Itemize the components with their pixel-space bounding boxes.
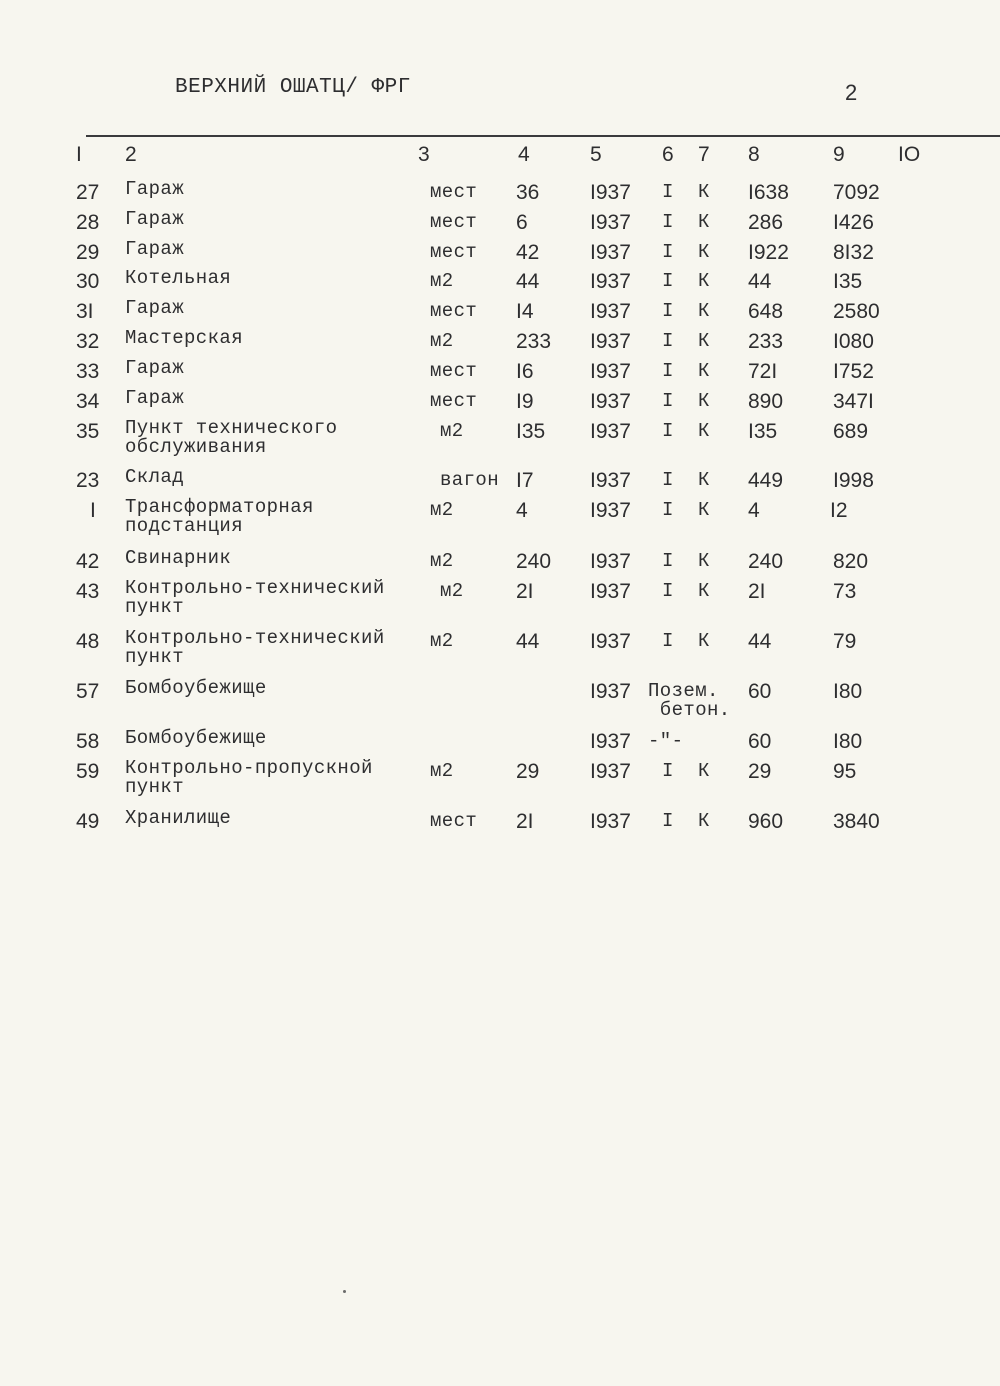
table-cell-object-name: Хранилище — [125, 807, 232, 829]
table-cell-value-8: 29 — [748, 760, 772, 783]
table-cell-unit: м2 — [430, 630, 454, 652]
table-cell-quantity: 42 — [516, 241, 540, 264]
table-cell-year: I937 — [590, 300, 631, 323]
table-cell-value-8: 960 — [748, 810, 784, 833]
table-cell-material-code: К — [698, 300, 710, 322]
table-cell-material-code: К — [698, 390, 710, 412]
table-cell-quantity: I4 — [516, 300, 534, 323]
table-cell-year: I937 — [590, 550, 631, 573]
column-header-2: 2 — [125, 143, 137, 166]
table-cell-unit: м2 — [440, 420, 464, 442]
table-cell-unit: м2 — [430, 550, 454, 572]
table-cell-row-number: 57 — [76, 680, 100, 703]
table-cell-value-8: I922 — [748, 241, 789, 264]
table-cell-value-9: I080 — [833, 330, 874, 353]
table-cell-value-9: I2 — [830, 499, 848, 522]
table-cell-value-8: 240 — [748, 550, 784, 573]
ink-speck — [343, 1290, 346, 1293]
table-cell-quantity: I9 — [516, 390, 534, 413]
table-cell-category: I — [662, 499, 674, 521]
table-cell-category: I — [662, 330, 674, 352]
table-cell-value-8: 60 — [748, 680, 772, 703]
table-cell-object-name: Контрольно-технический пункт — [125, 577, 385, 618]
table-cell-value-8: 449 — [748, 469, 784, 492]
table-cell-object-name: Трансформаторная подстанция — [125, 496, 314, 537]
table-cell-quantity: 29 — [516, 760, 540, 783]
table-cell-value-9: 7092 — [833, 181, 880, 204]
table-cell-unit: мест — [430, 390, 478, 412]
table-cell-material-code: К — [698, 580, 710, 602]
table-cell-quantity: 2I — [516, 580, 534, 603]
column-header-4: 4 — [518, 143, 530, 166]
table-cell-year: I937 — [590, 330, 631, 353]
table-cell-year: I937 — [590, 241, 631, 264]
table-cell-value-9: 347I — [833, 390, 874, 413]
column-header-3: 3 — [418, 143, 430, 166]
table-cell-material-code: К — [698, 550, 710, 572]
header-rule — [86, 135, 1000, 137]
table-cell-value-9: I752 — [833, 360, 874, 383]
column-header-8: 8 — [748, 143, 760, 166]
table-cell-object-name: Свинарник — [125, 547, 232, 569]
table-cell-unit: м2 — [430, 270, 454, 292]
table-cell-unit: мест — [430, 300, 478, 322]
table-cell-row-number: 35 — [76, 420, 100, 443]
table-cell-material-code: К — [698, 270, 710, 292]
table-cell-category: I — [662, 580, 674, 602]
table-cell-quantity: I6 — [516, 360, 534, 383]
table-cell-row-number: 59 — [76, 760, 100, 783]
table-cell-category: Позем. бетон. — [648, 680, 731, 721]
table-cell-category: I — [662, 760, 674, 782]
table-cell-value-8: 2I — [748, 580, 766, 603]
column-header-1: I — [76, 143, 82, 166]
table-cell-value-8: I35 — [748, 420, 778, 443]
table-cell-value-8: 44 — [748, 270, 772, 293]
column-header-7: 7 — [698, 143, 710, 166]
table-cell-category: I — [662, 469, 674, 491]
table-cell-quantity: 4 — [516, 499, 528, 522]
table-cell-quantity: 36 — [516, 181, 540, 204]
table-cell-unit: мест — [430, 360, 478, 382]
table-cell-unit: мест — [430, 211, 478, 233]
table-cell-value-8: 44 — [748, 630, 772, 653]
table-cell-row-number: 43 — [76, 580, 100, 603]
table-cell-value-9: I80 — [833, 680, 863, 703]
table-cell-object-name: Гараж — [125, 178, 185, 200]
table-cell-value-8: 60 — [748, 730, 772, 753]
table-cell-category: I — [662, 550, 674, 572]
table-cell-row-number: 48 — [76, 630, 100, 653]
page-number: 2 — [845, 80, 858, 105]
table-cell-value-9: I426 — [833, 211, 874, 234]
table-cell-quantity: 6 — [516, 211, 528, 234]
table-cell-unit: м2 — [430, 330, 454, 352]
table-cell-quantity: 233 — [516, 330, 552, 353]
table-cell-category: I — [662, 810, 674, 832]
table-cell-value-9: 95 — [833, 760, 857, 783]
table-cell-value-9: 73 — [833, 580, 857, 603]
table-cell-quantity: 44 — [516, 630, 540, 653]
table-cell-category: I — [662, 420, 674, 442]
table-cell-row-number: 27 — [76, 181, 100, 204]
table-cell-material-code: К — [698, 469, 710, 491]
table-cell-year: I937 — [590, 360, 631, 383]
table-cell-material-code: К — [698, 241, 710, 263]
table-cell-year: I937 — [590, 420, 631, 443]
table-cell-material-code: К — [698, 330, 710, 352]
table-cell-row-number: 58 — [76, 730, 100, 753]
table-cell-unit: м2 — [430, 760, 454, 782]
table-cell-unit: м2 — [430, 499, 454, 521]
column-header-10: IO — [898, 143, 921, 166]
table-cell-category: I — [662, 211, 674, 233]
table-cell-value-9: I35 — [833, 270, 863, 293]
table-cell-value-9: 3840 — [833, 810, 880, 833]
table-cell-category: I — [662, 300, 674, 322]
table-cell-quantity: 44 — [516, 270, 540, 293]
table-cell-year: I937 — [590, 810, 631, 833]
table-cell-material-code: К — [698, 630, 710, 652]
table-cell-unit: мест — [430, 810, 478, 832]
table-cell-category: I — [662, 390, 674, 412]
table-cell-category: I — [662, 241, 674, 263]
table-cell-value-8: 233 — [748, 330, 784, 353]
table-cell-value-9: I998 — [833, 469, 874, 492]
document-title: ВЕРХНИЙ ОШАТЦ/ ФРГ — [175, 76, 411, 99]
table-cell-year: I937 — [590, 760, 631, 783]
table-cell-object-name: Контрольно-технический пункт — [125, 627, 385, 668]
table-cell-object-name: Бомбоубежище — [125, 677, 267, 699]
table-cell-material-code: К — [698, 181, 710, 203]
table-cell-quantity: I7 — [516, 469, 534, 492]
table-cell-value-8: 72I — [748, 360, 778, 383]
table-cell-row-number: 34 — [76, 390, 100, 413]
table-cell-quantity: 2I — [516, 810, 534, 833]
column-header-6: 6 — [662, 143, 674, 166]
table-cell-year: I937 — [590, 390, 631, 413]
table-cell-row-number: 3I — [76, 300, 94, 323]
table-cell-material-code: К — [698, 420, 710, 442]
table-cell-object-name: Гараж — [125, 357, 185, 379]
table-cell-object-name: Контрольно-пропускной пункт — [125, 757, 373, 798]
table-cell-material-code: К — [698, 211, 710, 233]
table-cell-value-9: 689 — [833, 420, 869, 443]
table-cell-row-number: 42 — [76, 550, 100, 573]
table-cell-material-code: К — [698, 499, 710, 521]
table-cell-object-name: Пункт технического обслуживания — [125, 417, 338, 458]
column-header-5: 5 — [590, 143, 602, 166]
table-cell-category: I — [662, 270, 674, 292]
table-cell-object-name: Бомбоубежище — [125, 727, 267, 749]
table-cell-object-name: Мастерская — [125, 327, 244, 349]
table-cell-object-name: Гараж — [125, 297, 185, 319]
table-cell-value-9: 2580 — [833, 300, 880, 323]
table-cell-row-number: 49 — [76, 810, 100, 833]
table-cell-category: I — [662, 181, 674, 203]
table-cell-year: I937 — [590, 270, 631, 293]
table-cell-row-number: 29 — [76, 241, 100, 264]
table-cell-value-9: 8I32 — [833, 241, 874, 264]
table-cell-row-number: 23 — [76, 469, 100, 492]
table-cell-year: I937 — [590, 469, 631, 492]
table-cell-row-number: 30 — [76, 270, 100, 293]
table-cell-material-code: К — [698, 810, 710, 832]
table-cell-year: I937 — [590, 499, 631, 522]
table-cell-year: I937 — [590, 211, 631, 234]
table-cell-material-code: К — [698, 760, 710, 782]
table-cell-quantity: 240 — [516, 550, 552, 573]
table-cell-year: I937 — [590, 730, 631, 753]
table-cell-object-name: Гараж — [125, 387, 185, 409]
table-cell-year: I937 — [590, 181, 631, 204]
table-cell-value-9: I80 — [833, 730, 863, 753]
table-cell-row-number: I — [90, 499, 96, 522]
table-cell-value-9: 820 — [833, 550, 869, 573]
table-cell-object-name: Склад — [125, 466, 185, 488]
table-cell-value-8: 286 — [748, 211, 784, 234]
table-cell-row-number: 33 — [76, 360, 100, 383]
table-cell-category: I — [662, 360, 674, 382]
table-cell-unit: вагон — [440, 469, 500, 491]
table-cell-category: -"- — [648, 730, 684, 752]
table-cell-row-number: 32 — [76, 330, 100, 353]
table-cell-unit: мест — [430, 241, 478, 263]
column-header-9: 9 — [833, 143, 845, 166]
table-cell-object-name: Гараж — [125, 208, 185, 230]
table-cell-material-code: К — [698, 360, 710, 382]
table-cell-unit: мест — [430, 181, 478, 203]
table-cell-value-9: 79 — [833, 630, 857, 653]
table-cell-object-name: Гараж — [125, 238, 185, 260]
table-cell-value-8: 4 — [748, 499, 760, 522]
table-cell-year: I937 — [590, 680, 631, 703]
table-cell-unit: м2 — [440, 580, 464, 602]
table-cell-row-number: 28 — [76, 211, 100, 234]
table-cell-category: I — [662, 630, 674, 652]
table-cell-value-8: 890 — [748, 390, 784, 413]
table-cell-object-name: Котельная — [125, 267, 232, 289]
table-cell-quantity: I35 — [516, 420, 546, 443]
table-cell-year: I937 — [590, 580, 631, 603]
table-cell-value-8: 648 — [748, 300, 784, 323]
table-cell-year: I937 — [590, 630, 631, 653]
table-cell-value-8: I638 — [748, 181, 789, 204]
